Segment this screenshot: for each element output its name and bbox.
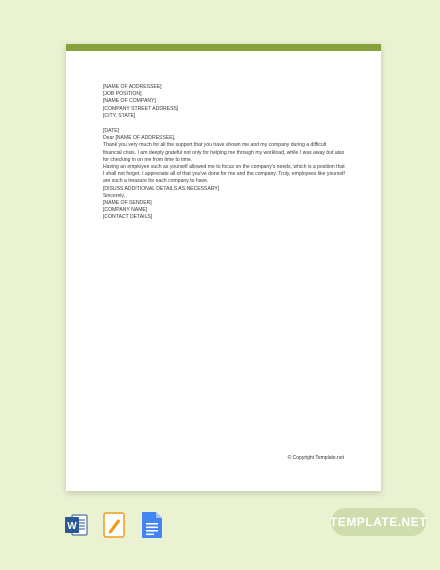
accent-bar: [66, 44, 381, 51]
copyright-text: © Copyright Template.net: [287, 455, 344, 461]
paragraph-2: Having an employee such as yourself allowed me to focus on the company's needs, which is a position that I shall not forget. I appreciate all of that you've done for me and the company. Truly, employees like yourself are such a treasure for each company to have.: [103, 164, 345, 185]
word-letter: W: [67, 521, 77, 532]
addressee-block: [103, 84, 345, 120]
sender-line: [COMPANY NAME]: [103, 207, 148, 214]
pages-icon[interactable]: [102, 511, 126, 539]
addressee-line: [COMPANY STREET ADDRESS]: [103, 105, 179, 112]
sender-line: [NAME OF SENDER]: [103, 200, 152, 207]
sender-block: [103, 200, 345, 222]
letter-date: [DATE]: [103, 128, 120, 135]
brand-badge: TEMPLATE.NET: [331, 508, 426, 536]
paragraph-1: Thank you very much for all the support that you have shown me and my company during a difficult financial crisis. I am deeply grateful not only for helping me through my workload, while I was away but also for checking in on me from time to time.: [103, 142, 345, 163]
app-icons: [64, 511, 164, 539]
closing: Sincerely,: [103, 192, 125, 199]
salutation: Dear [NAME OF ADDRESSEE],: [103, 135, 176, 142]
letter-page: [66, 44, 381, 491]
google-docs-icon[interactable]: [140, 511, 164, 539]
letter-body: [103, 84, 345, 222]
addressee-line: [JOB POSITION]: [103, 91, 142, 98]
sender-line: [CONTACT DETAILS]: [103, 214, 153, 221]
addressee-line: [NAME OF ADDRESSEE]: [103, 84, 162, 90]
addressee-line: [NAME OF COMPANY]: [103, 98, 156, 105]
word-icon[interactable]: [64, 511, 88, 539]
paragraph-3: [DISUSS ADDITIONAL DETAILS AS NECESSARY]: [103, 185, 220, 192]
addressee-line: [CITY, STATE]: [103, 112, 136, 119]
